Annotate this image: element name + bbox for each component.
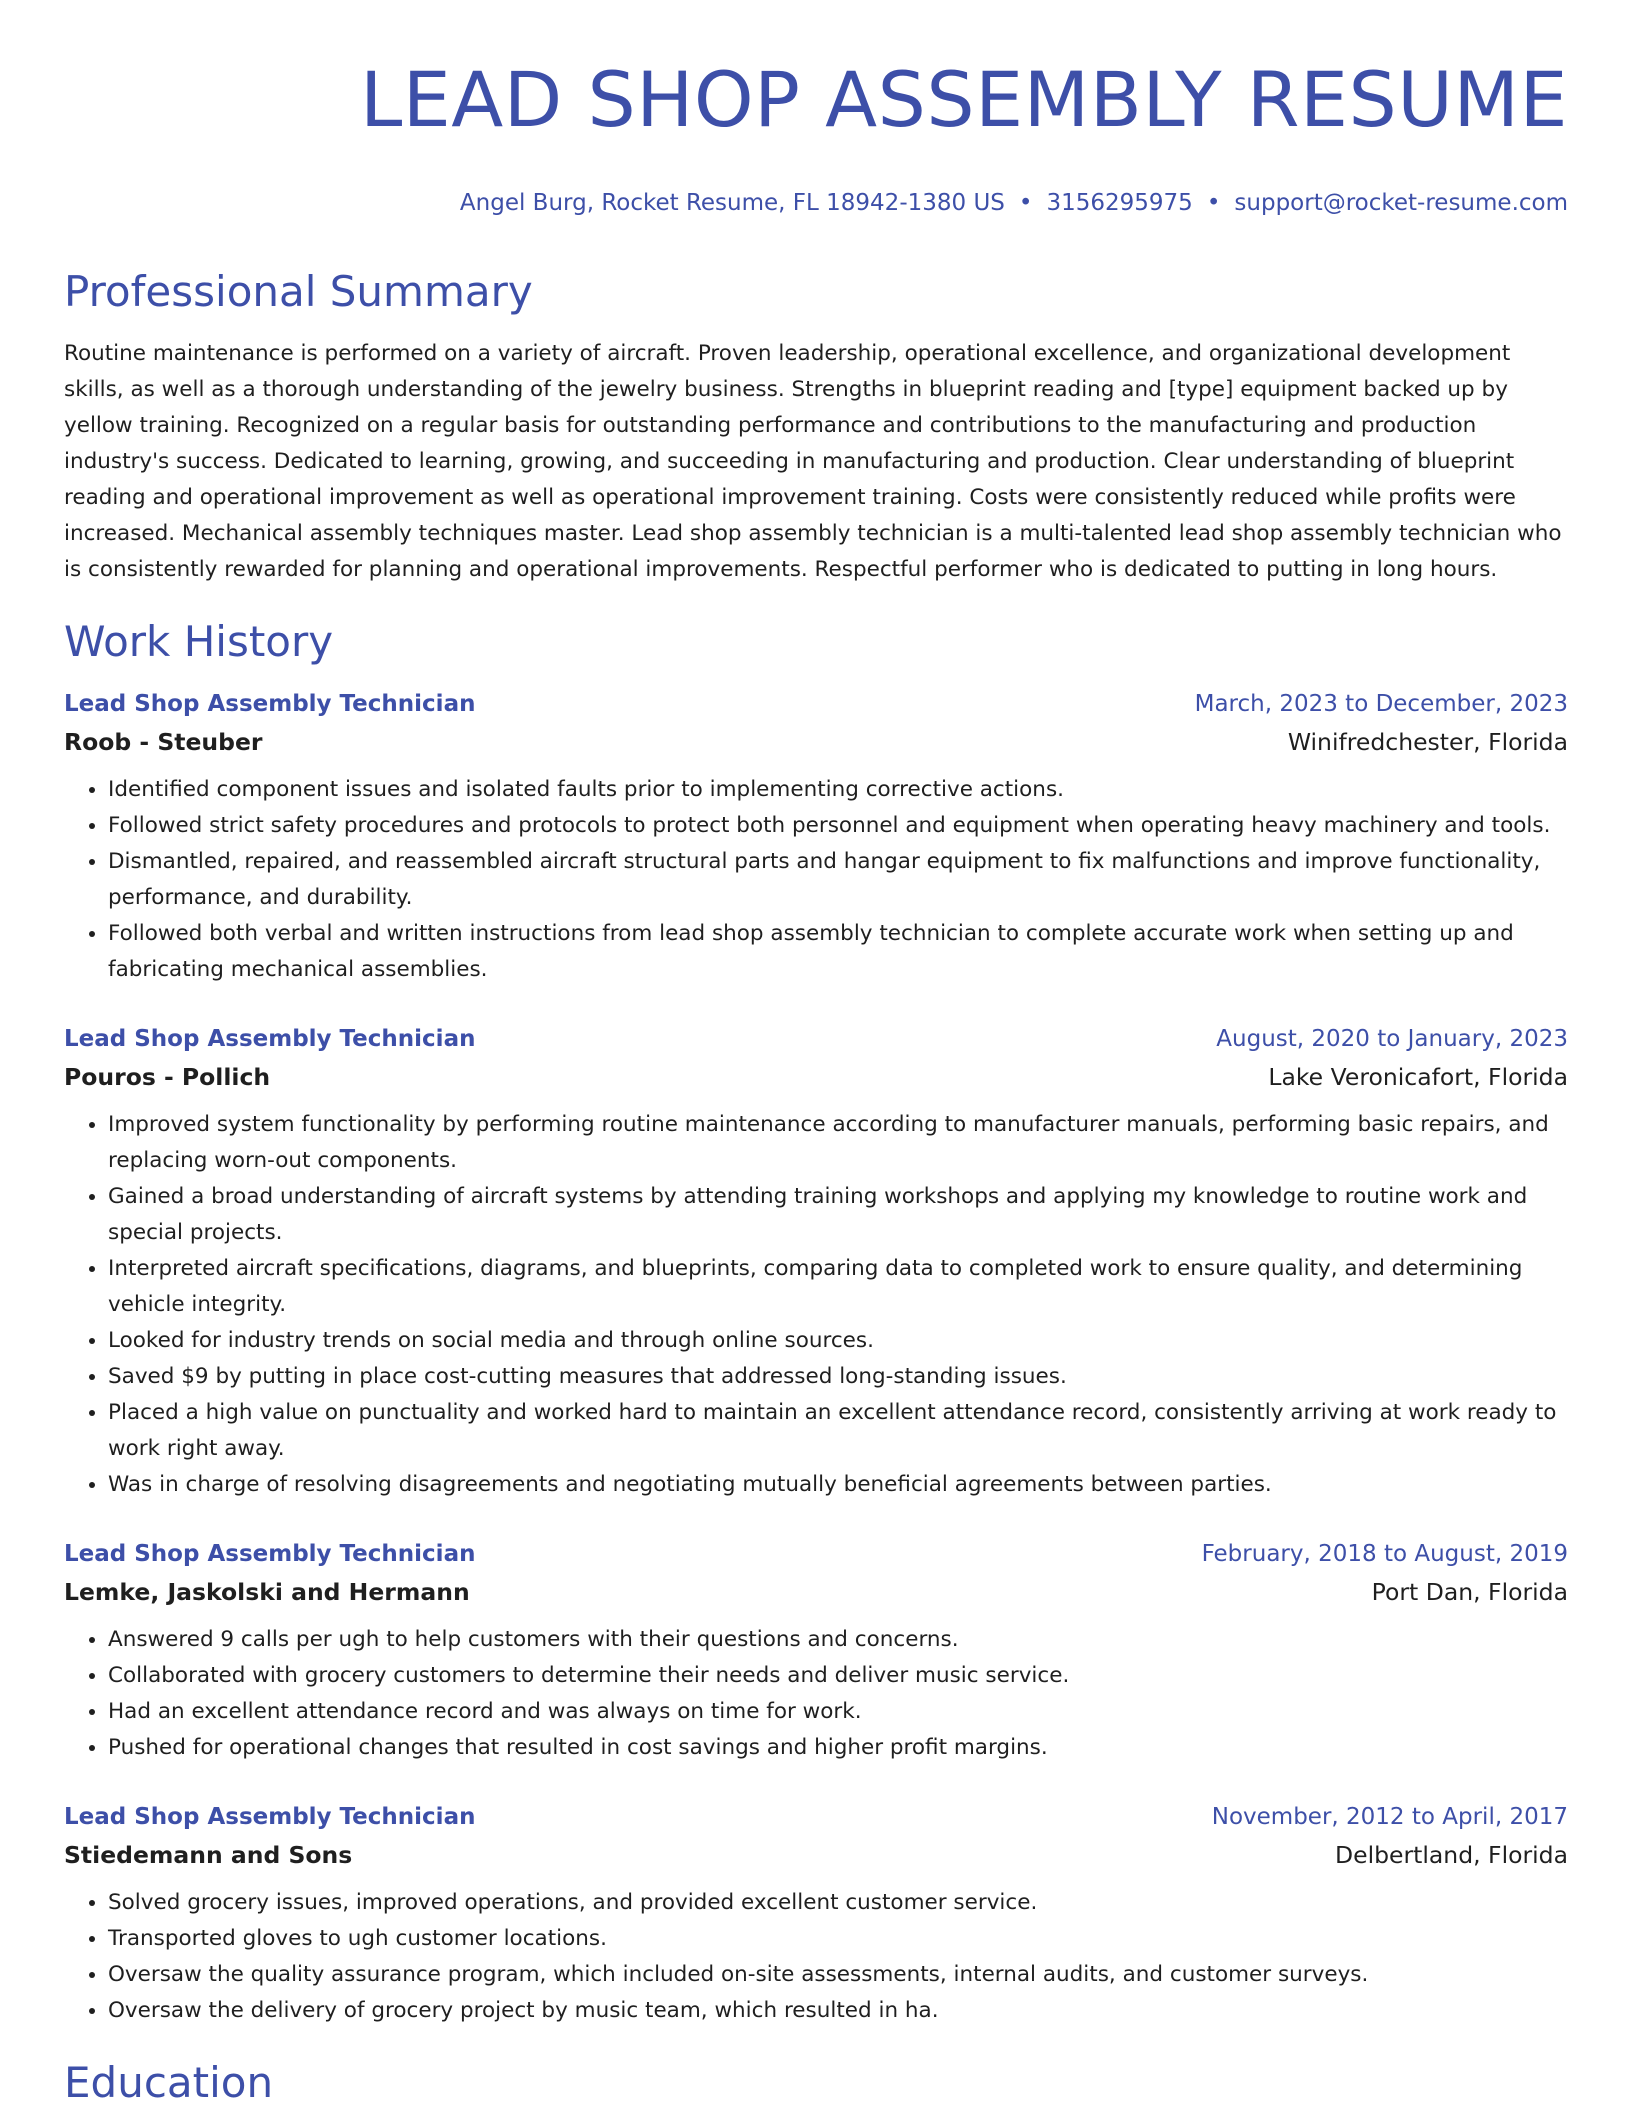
job-title-row (64, 686, 1568, 722)
job-dates: March, 2023 to December, 2023 (1194, 691, 1568, 717)
job-company-row (64, 722, 1568, 762)
job-entry (64, 1799, 1568, 2029)
work-history-heading: Work History (64, 617, 334, 666)
job-bullet: • Had an excellent attendance record and was always on time for work. (108, 1694, 1568, 1730)
contact-line (64, 188, 1568, 218)
work-history-list (64, 686, 1568, 2029)
job-title: Lead Shop Assembly Technician (64, 691, 476, 717)
job-bullet: • Saved $9 by putting in place cost-cutting measures that addressed long-standing issues. (108, 1359, 1568, 1395)
job-title-row (64, 1021, 1568, 1057)
job-entry (64, 1021, 1568, 1503)
job-location: Winifredchester, Florida (1287, 728, 1568, 756)
job-bullet: • Placed a high value on punctuality and worked hard to maintain an excellent attendance record, consistently arriving at work ready to work right away. (108, 1395, 1568, 1467)
job-bullet: • Pushed for operational changes that resulted in cost savings and higher profit margins. (108, 1730, 1568, 1766)
job-location: Port Dan, Florida (1371, 1578, 1568, 1606)
contact-separator: • (1206, 190, 1221, 216)
job-entry (64, 1536, 1568, 1766)
job-bullet-list (64, 1885, 1568, 2029)
job-bullet: • Collaborated with grocery customers to determine their needs and deliver music service. (108, 1658, 1568, 1694)
job-bullet: • Oversaw the quality assurance program, which included on-site assessments, internal audits, and customer surveys. (108, 1957, 1568, 1993)
job-bullet: • Dismantled, repaired, and reassembled aircraft structural parts and hangar equipment to fix malfunctions and improve functionality, performance, and durability. (108, 844, 1568, 916)
job-bullet: • Oversaw the delivery of grocery project by music team, which resulted in ha. (108, 1993, 1568, 2029)
job-location: Delbertland, Florida (1335, 1841, 1568, 1869)
job-bullet: • Identified component issues and isolated faults prior to implementing corrective actions. (108, 772, 1568, 808)
contact-phone: 3156295975 (1046, 190, 1193, 216)
job-bullet: • Followed strict safety procedures and protocols to protect both personnel and equipment when operating heavy machinery and tools. (108, 808, 1568, 844)
job-company: Stiedemann and Sons (64, 1841, 353, 1869)
job-title: Lead Shop Assembly Technician (64, 1541, 476, 1567)
job-title-row (64, 1536, 1568, 1572)
job-company-row (64, 1835, 1568, 1875)
job-bullet-list (64, 772, 1568, 988)
job-bullet-list (64, 1107, 1568, 1503)
job-dates: November, 2012 to April, 2017 (1211, 1804, 1568, 1830)
contact-address: Angel Burg, Rocket Resume, FL 18942-1380 US (459, 190, 1005, 216)
job-dates: February, 2018 to August, 2019 (1201, 1541, 1568, 1567)
job-bullet: • Gained a broad understanding of aircraft systems by attending training workshops and applying my knowledge to routine work and special projects. (108, 1179, 1568, 1251)
job-title: Lead Shop Assembly Technician (64, 1804, 476, 1830)
job-company: Lemke, Jaskolski and Hermann (64, 1578, 470, 1606)
job-company: Pouros - Pollich (64, 1063, 271, 1091)
resume-title: LEAD SHOP ASSEMBLY RESUME (359, 55, 1568, 144)
job-bullet: • Improved system functionality by performing routine maintenance according to manufacturer manuals, performing basic repairs, and replacing worn-out components. (108, 1107, 1568, 1179)
job-entry (64, 686, 1568, 988)
job-dates: August, 2020 to January, 2023 (1216, 1026, 1568, 1052)
job-company-row (64, 1057, 1568, 1097)
job-company: Roob - Steuber (64, 728, 263, 756)
job-bullet-list (64, 1622, 1568, 1766)
job-company-row (64, 1572, 1568, 1612)
job-bullet: • Answered 9 calls per ugh to help customers with their questions and concerns. (108, 1622, 1568, 1658)
job-title-row (64, 1799, 1568, 1835)
job-bullet: • Looked for industry trends on social media and through online sources. (108, 1323, 1568, 1359)
job-bullet: • Transported gloves to ugh customer locations. (108, 1921, 1568, 1957)
job-title: Lead Shop Assembly Technician (64, 1026, 476, 1052)
job-bullet: • Was in charge of resolving disagreements and negotiating mutually beneficial agreements between parties. (108, 1467, 1568, 1503)
contact-separator: • (1018, 190, 1033, 216)
job-bullet: • Followed both verbal and written instructions from lead shop assembly technician to complete accurate work when setting up and fabricating mechanical assemblies. (108, 916, 1568, 988)
education-heading: Education (64, 2058, 274, 2107)
job-bullet: • Solved grocery issues, improved operations, and provided excellent customer service. (108, 1885, 1568, 1921)
summary-text: Routine maintenance is performed on a variety of aircraft. Proven leadership, operational excellence, and organizational development skills, as well as a thorough understanding of the jewelry business. Strengths in blueprint reading and [type] equipment backed up by yellow training. Recognized on a regular basis for outstanding performance and contributions to the manufacturing and production industry's success. Dedicated to learning, growing, and succeeding in manufacturing and production. Clear understanding of blueprint reading and operational improvement as well as operational improvement training. Costs were consistently reduced while profits were increased. Mechanical assembly techniques master. Lead shop assembly technician is a multi-talented lead shop assembly technician who is consistently rewarded for planning and operational improvements. Respectful performer who is dedicated to putting in long hours. (64, 341, 1562, 582)
job-location: Lake Veronicafort, Florida (1268, 1063, 1568, 1091)
summary-heading: Professional Summary (64, 267, 533, 316)
contact-email: support@rocket-resume.com (1234, 190, 1568, 216)
job-bullet: • Interpreted aircraft specifications, diagrams, and blueprints, comparing data to completed work to ensure quality, and determining vehicle integrity. (108, 1251, 1568, 1323)
